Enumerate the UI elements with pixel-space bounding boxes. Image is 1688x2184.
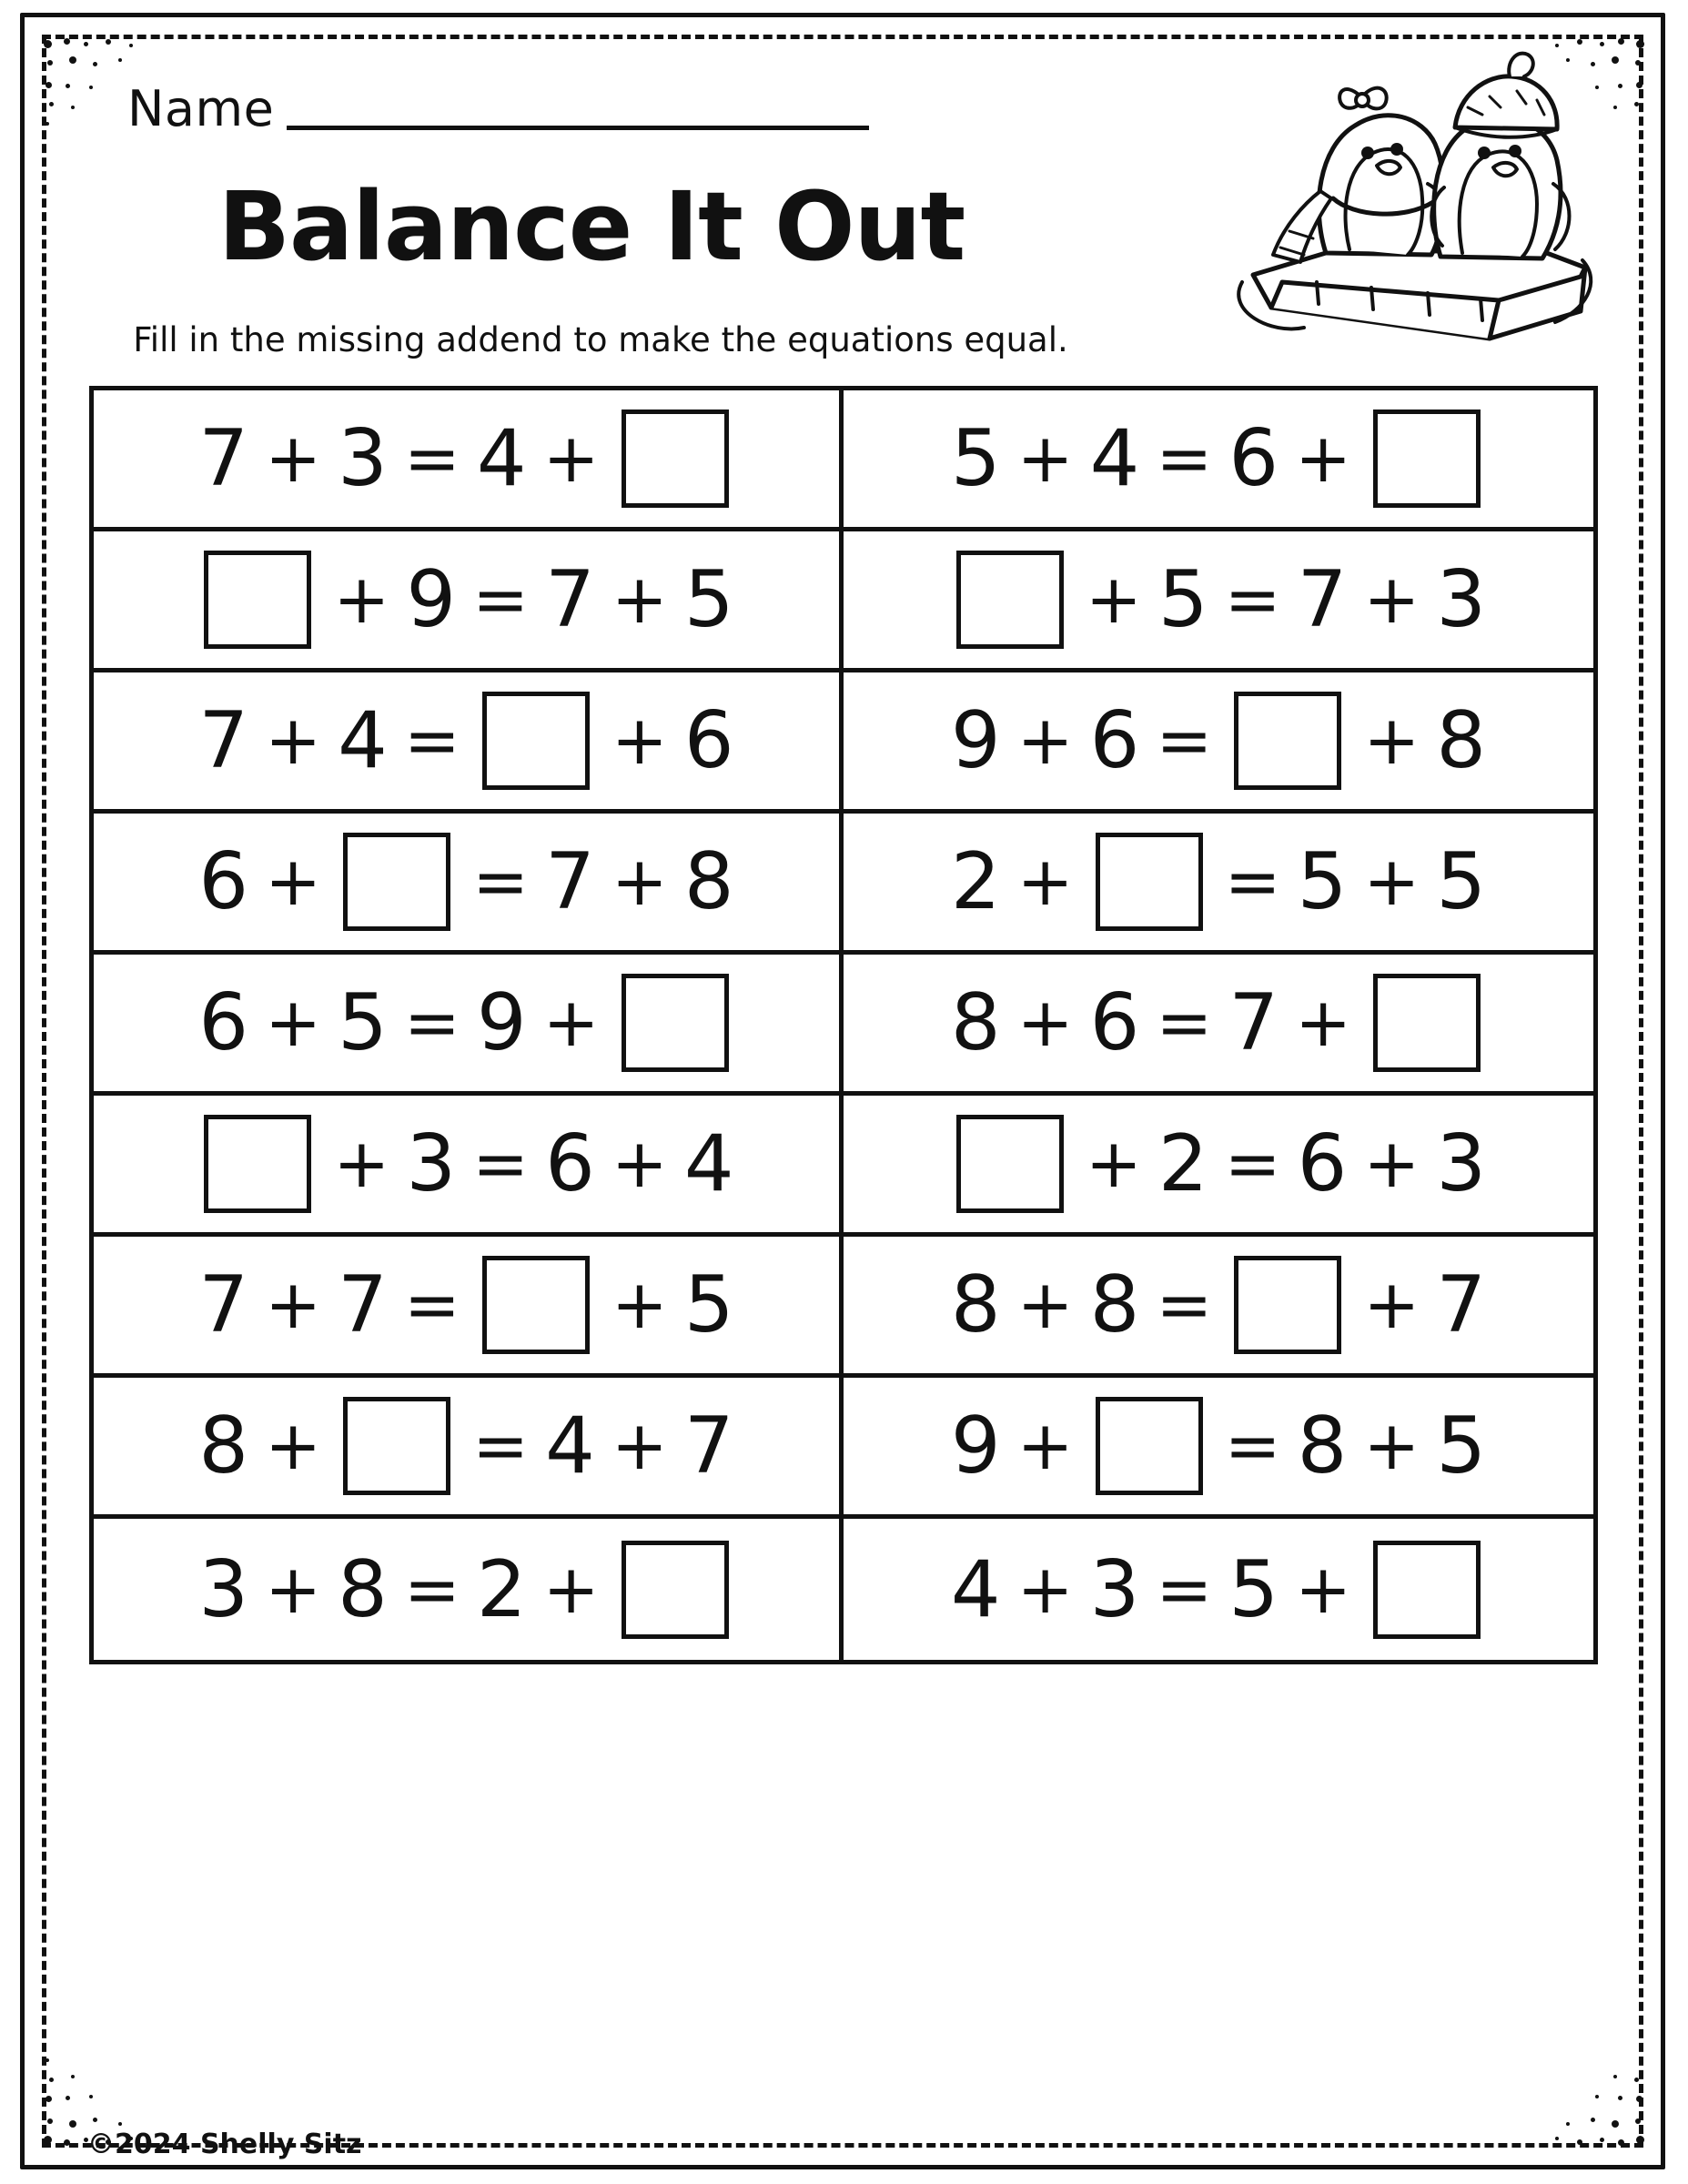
problem-cell <box>94 1096 844 1237</box>
name-label: Name <box>127 80 275 137</box>
equation-6 <box>951 692 1486 790</box>
problem-cell <box>844 955 1593 1096</box>
equals-sign: = <box>1224 561 1281 639</box>
equation-18 <box>951 1541 1486 1639</box>
plus-sign: + <box>265 1550 322 1629</box>
equation-13 <box>198 1256 733 1354</box>
answer-box[interactable] <box>622 974 729 1072</box>
number: 6 <box>1228 413 1279 504</box>
problem-cell <box>94 672 844 814</box>
number: 7 <box>1228 977 1279 1068</box>
plus-sign: + <box>265 1266 322 1344</box>
number: 5 <box>683 554 734 645</box>
problem-cell <box>94 955 844 1096</box>
penguins-on-ice-icon <box>1217 38 1608 357</box>
number: 4 <box>1089 413 1140 504</box>
number: 5 <box>950 413 1001 504</box>
number: 7 <box>545 836 595 927</box>
number: 8 <box>950 977 1001 1068</box>
equals-sign: = <box>1156 1266 1213 1344</box>
equals-sign: = <box>403 1266 460 1344</box>
number: 7 <box>1436 1259 1487 1350</box>
problem-cell <box>94 1378 844 1519</box>
number: 7 <box>198 1259 249 1350</box>
equation-17 <box>198 1541 733 1639</box>
number: 4 <box>683 1118 734 1209</box>
equation-15 <box>198 1397 733 1495</box>
plus-sign: + <box>333 1125 390 1203</box>
equation-7 <box>198 833 733 931</box>
plus-sign: + <box>542 984 600 1062</box>
name-input-line[interactable] <box>287 116 869 130</box>
name-row <box>127 80 869 137</box>
answer-box[interactable] <box>204 551 311 649</box>
plus-sign: + <box>1085 1125 1142 1203</box>
number: 7 <box>683 1400 734 1491</box>
answer-box[interactable] <box>1234 692 1341 790</box>
copyright-notice: ©2024 Shelly Sitz <box>87 2128 362 2160</box>
plus-sign: + <box>333 561 390 639</box>
answer-box[interactable] <box>956 1115 1064 1213</box>
number: 7 <box>198 413 249 504</box>
equation-14 <box>951 1256 1486 1354</box>
number: 3 <box>1436 1118 1487 1209</box>
equals-sign: = <box>472 1125 530 1203</box>
number: 4 <box>950 1543 1001 1635</box>
plus-sign: + <box>1363 702 1420 780</box>
number: 6 <box>1089 977 1140 1068</box>
equation-4 <box>951 551 1486 649</box>
plus-sign: + <box>1363 1407 1420 1485</box>
equals-sign: = <box>472 561 530 639</box>
number: 5 <box>1157 554 1208 645</box>
equation-1 <box>198 410 733 508</box>
plus-sign: + <box>1016 1407 1074 1485</box>
plus-sign: + <box>1295 420 1352 498</box>
plus-sign: + <box>542 420 600 498</box>
equals-sign: = <box>403 984 460 1062</box>
answer-box[interactable] <box>1373 410 1481 508</box>
answer-box[interactable] <box>482 692 590 790</box>
equals-sign: = <box>1156 702 1213 780</box>
answer-box[interactable] <box>622 1541 729 1639</box>
equals-sign: = <box>1156 1550 1213 1629</box>
number: 5 <box>1228 1543 1279 1635</box>
plus-sign: + <box>1295 984 1352 1062</box>
number: 2 <box>1157 1118 1208 1209</box>
number: 4 <box>545 1400 595 1491</box>
number: 8 <box>683 836 734 927</box>
equation-5 <box>198 692 733 790</box>
number: 3 <box>1089 1543 1140 1635</box>
plus-sign: + <box>1363 1125 1420 1203</box>
problem-cell <box>844 1519 1593 1660</box>
equals-sign: = <box>403 1550 460 1629</box>
answer-box[interactable] <box>343 1397 450 1495</box>
number: 3 <box>1436 554 1487 645</box>
number: 3 <box>198 1543 249 1635</box>
plus-sign: + <box>611 1266 668 1344</box>
plus-sign: + <box>1363 1266 1420 1344</box>
plus-sign: + <box>265 1407 322 1485</box>
number: 5 <box>1297 836 1348 927</box>
equation-2 <box>951 410 1486 508</box>
problem-cell <box>844 1237 1593 1378</box>
number: 9 <box>950 695 1001 786</box>
plus-sign: + <box>1085 561 1142 639</box>
number: 8 <box>1297 1400 1348 1491</box>
plus-sign: + <box>1295 1550 1352 1629</box>
number: 2 <box>950 836 1001 927</box>
number: 8 <box>950 1259 1001 1350</box>
number: 6 <box>683 695 734 786</box>
equation-9 <box>198 974 733 1072</box>
page-subtitle: Fill in the missing addend to make the equations equal. <box>133 320 1068 359</box>
number: 8 <box>338 1543 388 1635</box>
number: 7 <box>198 695 249 786</box>
plus-sign: + <box>611 1125 668 1203</box>
number: 3 <box>338 413 388 504</box>
equation-16 <box>951 1397 1486 1495</box>
equation-12 <box>951 1115 1486 1213</box>
problem-cell <box>844 672 1593 814</box>
equation-8 <box>951 833 1486 931</box>
equals-sign: = <box>1224 1125 1281 1203</box>
plus-sign: + <box>611 702 668 780</box>
plus-sign: + <box>1016 843 1074 921</box>
equals-sign: = <box>1156 984 1213 1062</box>
answer-box[interactable] <box>204 1115 311 1213</box>
problem-grid <box>89 386 1598 1664</box>
equals-sign: = <box>1224 843 1281 921</box>
answer-box[interactable] <box>956 551 1064 649</box>
plus-sign: + <box>1016 1550 1074 1629</box>
plus-sign: + <box>265 984 322 1062</box>
number: 4 <box>338 695 388 786</box>
plus-sign: + <box>1363 561 1420 639</box>
number: 8 <box>1436 695 1487 786</box>
equals-sign: = <box>472 1407 530 1485</box>
plus-sign: + <box>1016 1266 1074 1344</box>
problem-cell <box>94 814 844 955</box>
number: 8 <box>1089 1259 1140 1350</box>
plus-sign: + <box>611 843 668 921</box>
number: 9 <box>950 1400 1001 1491</box>
number: 5 <box>338 977 388 1068</box>
number: 7 <box>545 554 595 645</box>
equals-sign: = <box>472 843 530 921</box>
answer-box[interactable] <box>1373 1541 1481 1639</box>
number: 6 <box>198 836 249 927</box>
plus-sign: + <box>611 561 668 639</box>
equals-sign: = <box>403 702 460 780</box>
number: 9 <box>406 554 457 645</box>
number: 7 <box>338 1259 388 1350</box>
number: 5 <box>683 1259 734 1350</box>
number: 6 <box>1089 695 1140 786</box>
page-title: Balance It Out <box>217 171 965 282</box>
answer-box[interactable] <box>622 410 729 508</box>
number: 6 <box>198 977 249 1068</box>
problem-cell <box>844 814 1593 955</box>
plus-sign: + <box>1016 420 1074 498</box>
plus-sign: + <box>1016 702 1074 780</box>
number: 2 <box>476 1543 527 1635</box>
answer-box[interactable] <box>1234 1256 1341 1354</box>
plus-sign: + <box>542 1550 600 1629</box>
corner-speckle-decoration <box>1537 2066 1646 2148</box>
answer-box[interactable] <box>1373 974 1481 1072</box>
equals-sign: = <box>403 420 460 498</box>
problem-cell <box>94 1519 844 1660</box>
answer-box[interactable] <box>1096 1397 1203 1495</box>
problem-cell <box>94 531 844 672</box>
number: 7 <box>1297 554 1348 645</box>
equals-sign: = <box>1224 1407 1281 1485</box>
plus-sign: + <box>265 702 322 780</box>
number: 3 <box>406 1118 457 1209</box>
problem-cell <box>844 390 1593 531</box>
problem-cell <box>94 390 844 531</box>
answer-box[interactable] <box>343 833 450 931</box>
equation-3 <box>198 551 733 649</box>
number: 8 <box>198 1400 249 1491</box>
plus-sign: + <box>611 1407 668 1485</box>
plus-sign: + <box>265 843 322 921</box>
number: 6 <box>545 1118 595 1209</box>
number: 5 <box>1436 1400 1487 1491</box>
number: 4 <box>476 413 527 504</box>
problem-cell <box>844 1378 1593 1519</box>
problem-cell <box>94 1237 844 1378</box>
equals-sign: = <box>1156 420 1213 498</box>
number: 9 <box>476 977 527 1068</box>
plus-sign: + <box>1016 984 1074 1062</box>
number: 6 <box>1297 1118 1348 1209</box>
number: 5 <box>1436 836 1487 927</box>
problem-cell <box>844 1096 1593 1237</box>
equation-10 <box>951 974 1486 1072</box>
plus-sign: + <box>265 420 322 498</box>
problem-cell <box>844 531 1593 672</box>
answer-box[interactable] <box>482 1256 590 1354</box>
plus-sign: + <box>1363 843 1420 921</box>
equation-11 <box>198 1115 733 1213</box>
answer-box[interactable] <box>1096 833 1203 931</box>
